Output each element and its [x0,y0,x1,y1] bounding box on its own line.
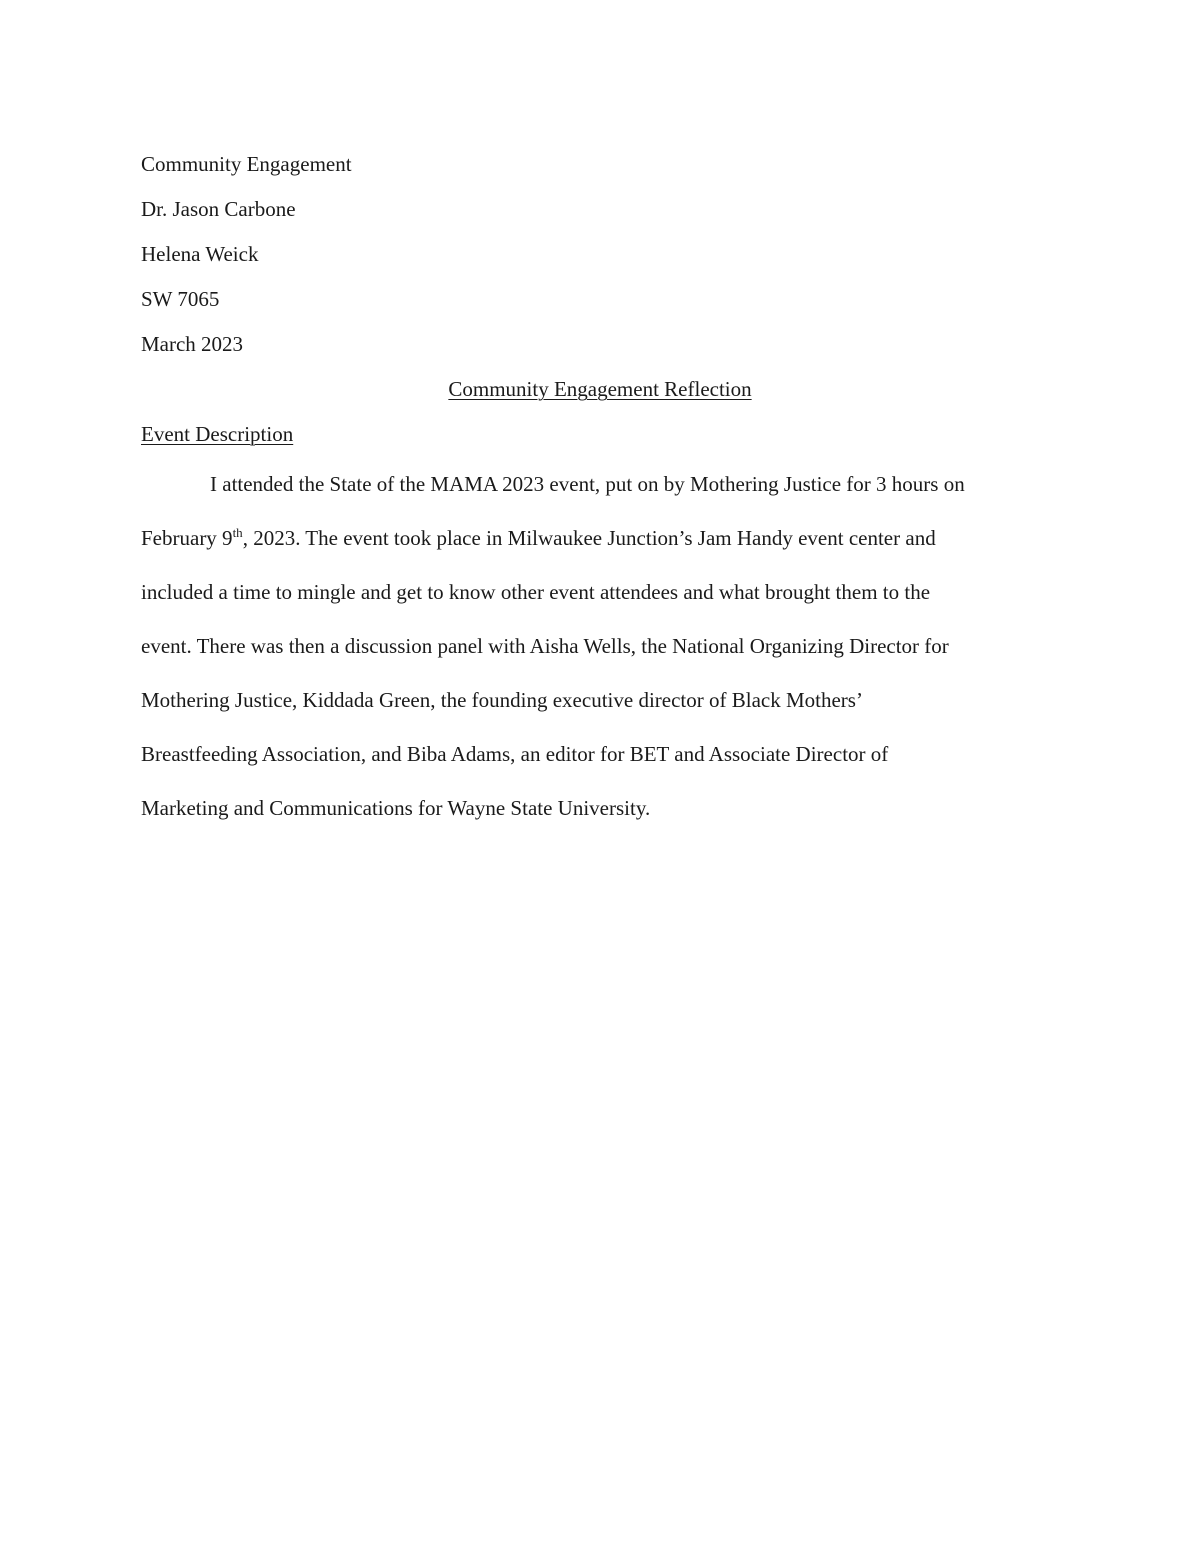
section-heading: Event Description [141,422,294,446]
paragraph-line: I attended the State of the MAMA 2023 event, put on by Mothering Justice for 3 hours on [210,472,965,496]
paragraph-line [141,511,1059,565]
paragraph-line: event. There was then a discussion panel with Aisha Wells, the National Organizing Director for [141,634,949,658]
paragraph-line: Marketing and Communications for Wayne State University. [141,796,651,820]
paragraph-text: February 9 [141,526,233,550]
student-name: Helena Weick [141,242,259,266]
paragraph-text: , 2023. The event took place in Milwaukee Junction’s Jam Handy event center and [242,526,936,550]
document-date: March 2023 [141,332,244,356]
course-code: SW 7065 [141,287,220,311]
course-name: Community Engagement [141,152,352,176]
document-title: Community Engagement Reflection [448,377,752,401]
paragraph-line: Mothering Justice, Kiddada Green, the founding executive director of Black Mothers’ [141,688,863,712]
paragraph-line: Breastfeeding Association, and Biba Adams, an editor for BET and Associate Director of [141,742,889,766]
ordinal-suffix: th [232,525,243,540]
document-body [141,142,1059,835]
paragraph-line: included a time to mingle and get to know other event attendees and what brought them to the [141,580,931,604]
instructor-name: Dr. Jason Carbone [141,197,296,221]
